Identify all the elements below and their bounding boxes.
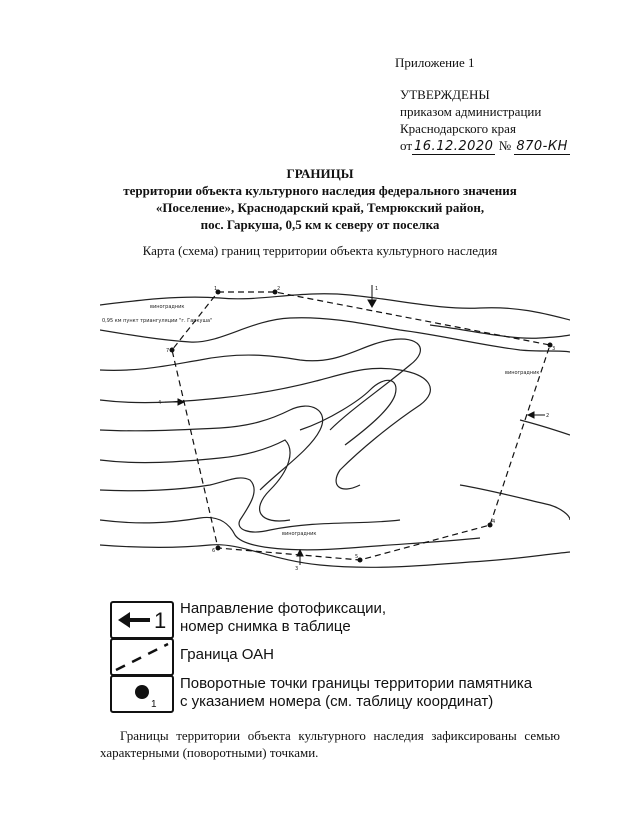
title-line-3: «Поселение», Краснодарский край, Темрюкский район, <box>155 200 485 215</box>
appendix-label: Приложение 1 <box>395 55 475 70</box>
arrow-number-2: 2 <box>546 413 550 419</box>
legend-points-number: 1 <box>151 699 157 710</box>
map-caption: Карта (схема) границ территории объекта культурного наследия <box>142 243 498 258</box>
number-sign: № <box>498 138 512 153</box>
map-label-vineyards-2: виноградник <box>505 370 540 376</box>
arrow-number-3: 3 <box>295 566 299 572</box>
legend-photo-direction-symbol <box>110 601 174 639</box>
legend-boundary-symbol <box>110 638 174 676</box>
point-label-4: 4 <box>492 519 496 525</box>
point-label-5: 5 <box>355 554 359 560</box>
approval-number: 870-КН <box>516 139 568 154</box>
approved-order-line: приказом администрации <box>400 104 542 119</box>
legend-photo-line-1: Направление фотофиксации, <box>180 600 387 617</box>
approved-heading: УТВЕРЖДЕНЫ <box>400 87 490 102</box>
dashed-line-icon <box>112 640 172 674</box>
arrow-number-1: 1 <box>375 286 379 292</box>
legend-points-line-2: с указанием номера (см. таблицу координат) <box>180 693 494 710</box>
point-label-3: 3 <box>552 346 556 352</box>
map-label-vineyards-3: виноградник <box>282 531 317 537</box>
legend-photo-number: 1 <box>154 608 167 633</box>
approval-block <box>400 86 570 155</box>
boundary-map <box>100 280 570 580</box>
date-prefix: от <box>400 138 413 153</box>
boundary-point-7 <box>170 348 175 353</box>
legend-points-text <box>180 675 532 711</box>
point-label-2: 2 <box>277 286 281 292</box>
legend-boundary-text: Граница ОАН <box>180 646 274 663</box>
approved-region-line: Краснодарского края <box>400 121 516 136</box>
legend-points-line-1: Поворотные точки границы территории памятника <box>180 675 533 692</box>
map-label-vineyards-1: виноградник <box>150 304 185 310</box>
point-label-6: 6 <box>212 548 216 554</box>
legend-photo-direction-text <box>180 600 386 636</box>
approval-date-line <box>400 137 570 155</box>
legend-photo-line-2: номер снимка в таблице <box>180 618 351 635</box>
map-label-note: 0,95 км пункт триангуляции "г. Гаркуша" <box>102 318 213 324</box>
footer-paragraph: Границы территории объекта культурного наследия зафиксированы семью характерными (поворотными) точками. <box>100 728 560 760</box>
title-line-2: территории объекта культурного наследия федерального значения <box>123 183 517 198</box>
title-line-4: пос. Гаркуша, 0,5 км к северу от поселка <box>200 217 440 232</box>
arrow-left-icon <box>112 603 172 637</box>
title-line-1: ГРАНИЦЫ <box>286 166 354 181</box>
approval-date: 16.12.2020 <box>414 139 494 154</box>
boundary-point-6 <box>216 546 221 551</box>
point-label-1: 1 <box>214 286 218 292</box>
point-label-7: 7 <box>166 348 170 354</box>
legend-points-symbol <box>110 675 174 713</box>
point-dot-icon <box>112 677 172 711</box>
arrow-number-4: 4 <box>158 400 162 406</box>
document-title <box>0 165 640 233</box>
boundary-point-5 <box>358 558 363 563</box>
